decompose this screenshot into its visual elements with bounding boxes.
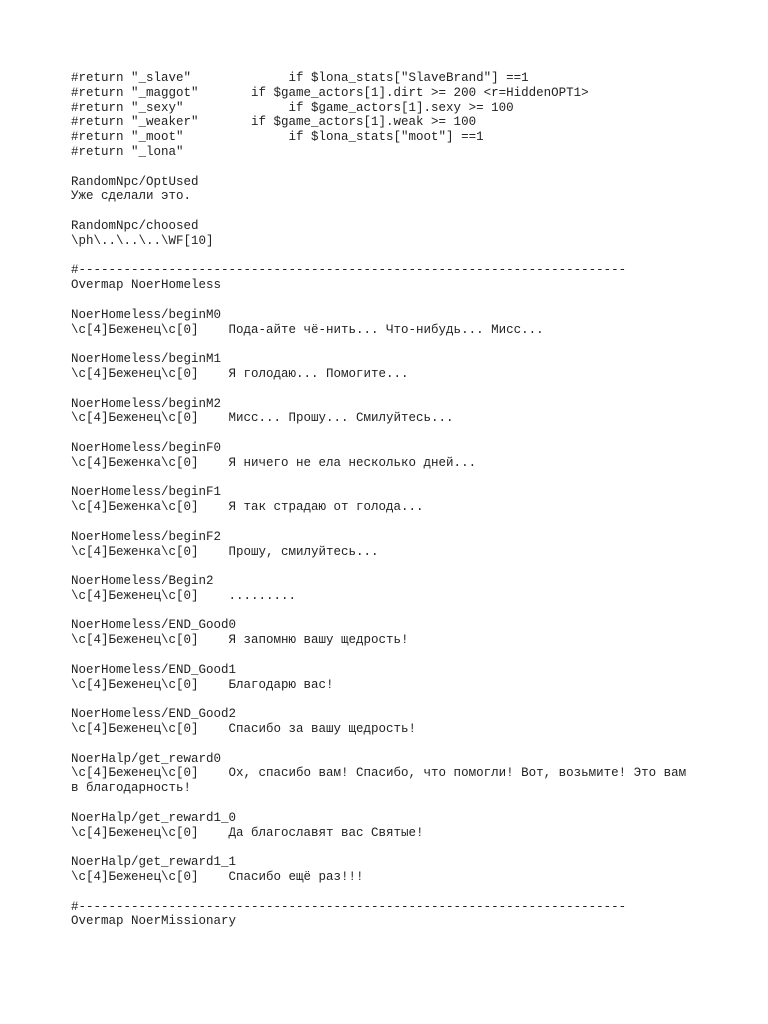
text-line: \c[4]Беженец\c[0] Спасибо за вашу щедрость! <box>71 722 417 737</box>
text-line: \ph\..\..\..\WF[10] <box>71 233 214 248</box>
text-line: NoerHomeless/beginM2 <box>71 396 222 411</box>
blank-line <box>71 160 711 175</box>
blank-line <box>71 885 711 900</box>
text-line: \c[4]Беженец\c[0] Пода-айте чё-нить... Что-нибудь... Мисс... <box>71 322 544 337</box>
blank-line <box>71 204 711 219</box>
text-line: NoerHomeless/Begin2 <box>71 574 214 589</box>
text-line: NoerHalp/get_reward1_1 <box>71 855 237 870</box>
text-line: NoerHalp/get_reward1_0 <box>71 810 237 825</box>
blank-line <box>71 840 711 855</box>
text-line: NoerHomeless/beginM1 <box>71 352 222 367</box>
text-line: NoerHomeless/beginF0 <box>71 440 222 455</box>
text-line: #------------------------------------------------------------------------- <box>71 263 627 278</box>
text-line: Overmap NoerHomeless <box>71 278 222 293</box>
text-line: \c[4]Беженец\c[0] Ох, спасибо вам! Спасибо, что помогли! Вот, возьмите! Это вам <box>71 766 687 781</box>
text-line: #return "_moot" if $lona_stats["moot"] ==1 <box>71 130 484 145</box>
blank-line <box>71 337 711 352</box>
text-line: \c[4]Беженец\c[0] Спасибо ещё раз!!! <box>71 870 364 885</box>
text-line: #return "_sexy" if $game_actors[1].sexy >= 100 <box>71 100 514 115</box>
text-line: #return "_weaker" if $game_actors[1].weak >= 100 <box>71 115 477 130</box>
text-line: \c[4]Беженец\c[0] Да благославят вас Святые! <box>71 825 424 840</box>
text-line: в благодарность! <box>71 781 192 796</box>
document-page <box>71 71 711 929</box>
blank-line <box>71 515 711 530</box>
text-line: Overmap NoerMissionary <box>71 914 237 929</box>
blank-line <box>71 249 711 264</box>
blank-line <box>71 796 711 811</box>
text-line: #return "_slave" if $lona_stats["SlaveBrand"] ==1 <box>71 71 529 85</box>
blank-line <box>71 604 711 619</box>
text-line: #------------------------------------------------------------------------- <box>71 899 627 914</box>
text-line: Уже сделали это. <box>71 189 192 204</box>
text-line: NoerHomeless/beginM0 <box>71 307 222 322</box>
text-line: \c[4]Беженка\c[0] Я так страдаю от голода... <box>71 500 424 515</box>
text-line: \c[4]Беженец\c[0] Благодарю вас! <box>71 677 334 692</box>
text-line: NoerHalp/get_reward0 <box>71 751 222 766</box>
text-line: \c[4]Беженка\c[0] Я ничего не ела несколько дней... <box>71 455 477 470</box>
text-line: RandomNpc/OptUsed <box>71 174 199 189</box>
text-line: \c[4]Беженец\c[0] Я голодаю... Помогите... <box>71 366 409 381</box>
blank-line <box>71 737 711 752</box>
text-line: \c[4]Беженец\c[0] Я запомню вашу щедрость! <box>71 633 409 648</box>
text-line: NoerHomeless/END_Good0 <box>71 618 237 633</box>
text-line: NoerHomeless/END_Good2 <box>71 707 237 722</box>
text-line: \c[4]Беженец\c[0] Мисс... Прошу... Смилуйтесь... <box>71 411 454 426</box>
text-line: #return "_lona" <box>71 144 184 159</box>
blank-line <box>71 382 711 397</box>
text-line: NoerHomeless/beginF2 <box>71 529 222 544</box>
blank-line <box>71 559 711 574</box>
blank-line <box>71 471 711 486</box>
text-line: \c[4]Беженка\c[0] Прошу, смилуйтесь... <box>71 544 379 559</box>
text-line: NoerHomeless/END_Good1 <box>71 662 237 677</box>
blank-line <box>71 648 711 663</box>
text-line: RandomNpc/choosed <box>71 218 199 233</box>
blank-line <box>71 426 711 441</box>
blank-line <box>71 692 711 707</box>
text-line: #return "_maggot" if $game_actors[1].dirt >= 200 <r=HiddenOPT1> <box>71 85 589 100</box>
text-line: NoerHomeless/beginF1 <box>71 485 222 500</box>
text-line: \c[4]Беженец\c[0] ......... <box>71 588 297 603</box>
blank-line <box>71 293 711 308</box>
